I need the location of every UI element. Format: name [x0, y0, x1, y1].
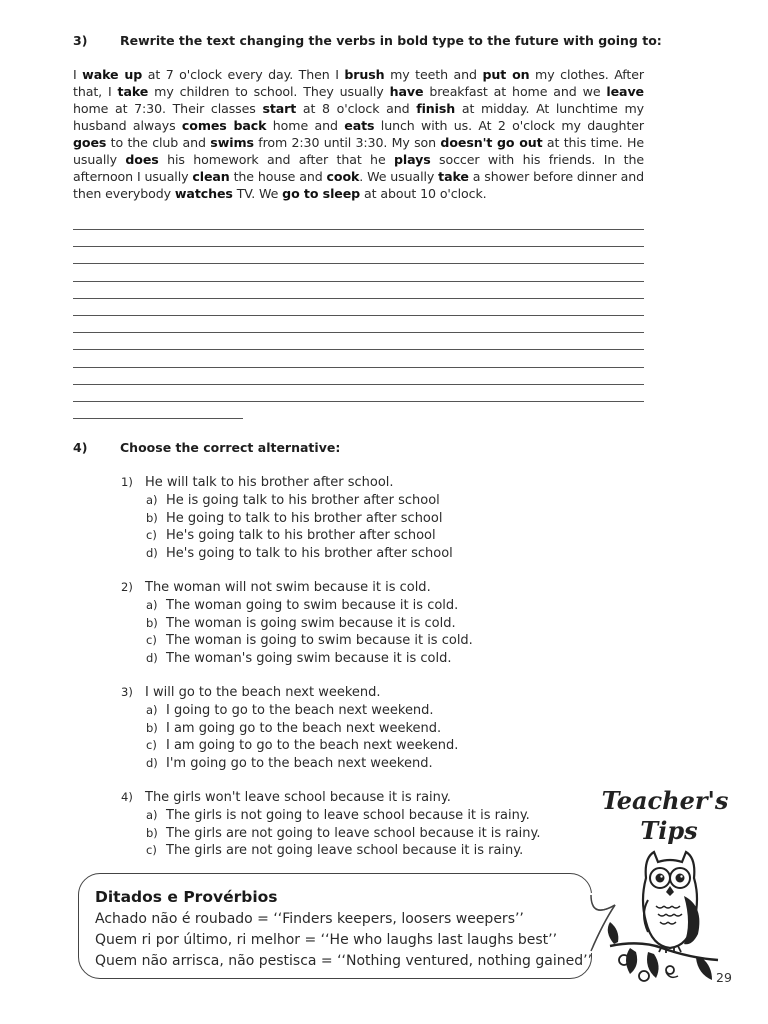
proverbs-box	[78, 873, 592, 979]
exercise-3-instruction: Rewrite the text changing the verbs in bold type to the future with going to:	[120, 33, 662, 48]
option-text: The woman's going swim because it is cold.	[166, 651, 452, 667]
option-text: The woman is going to swim because it is cold.	[166, 633, 473, 649]
question-text: The girls won't leave school because it is rainy.	[145, 789, 451, 805]
bold-verb: swims	[210, 135, 254, 150]
text-segment: his homework and after that he	[158, 152, 394, 167]
question-item	[121, 684, 591, 773]
answer-line[interactable]	[73, 281, 644, 282]
exercise-3-heading	[73, 33, 662, 48]
answer-option[interactable]	[121, 807, 591, 825]
question-stem	[121, 789, 591, 807]
bold-verb: take	[117, 84, 149, 99]
text-segment: I	[73, 67, 83, 82]
option-text: The girls are not going leave school because it is rainy.	[166, 843, 524, 859]
bold-verb: does	[125, 152, 159, 167]
answer-option[interactable]	[121, 755, 591, 773]
bold-verb: eats	[344, 118, 375, 133]
option-text: I'm going go to the beach next weekend.	[166, 756, 433, 772]
option-text: I am going to go to the beach next weekend.	[166, 738, 459, 754]
speech-bubble-tail	[585, 893, 619, 953]
question-item	[121, 474, 591, 563]
option-text: He going to talk to his brother after school	[166, 510, 443, 526]
answer-option[interactable]	[121, 720, 591, 738]
bold-verb: wake up	[82, 67, 143, 82]
answer-line[interactable]	[73, 229, 644, 230]
answer-option[interactable]	[121, 615, 591, 633]
option-text: I am going go to the beach next weekend.	[166, 720, 442, 736]
exercise-4-number: 4)	[73, 440, 88, 455]
option-letter: a)	[146, 492, 158, 507]
answer-line[interactable]	[73, 263, 644, 264]
option-letter: c)	[146, 738, 157, 753]
answer-lines	[73, 229, 644, 435]
answer-line[interactable]	[73, 332, 644, 333]
answer-option[interactable]	[121, 702, 591, 720]
text-segment: the house and	[229, 169, 327, 184]
bold-verb: plays	[393, 152, 431, 167]
answer-line[interactable]	[73, 367, 644, 368]
text-segment: breakfast at home and we	[423, 84, 607, 99]
option-text: He's going to talk to his brother after school	[166, 546, 453, 562]
question-stem	[121, 684, 591, 702]
question-stem	[121, 474, 591, 492]
option-letter: b)	[146, 825, 158, 840]
proverb-line: Achado não é roubado = ‘‘Finders keepers, loosers weepers’’	[95, 911, 524, 927]
question-item	[121, 789, 591, 860]
option-text: The girls is not going to leave school because it is rainy.	[166, 807, 530, 823]
option-letter: c)	[146, 528, 157, 543]
question-number: 2)	[121, 579, 133, 594]
question-text: He will talk to his brother after school.	[145, 475, 394, 490]
text-segment: from 2:30 until 3:30. My son	[253, 135, 441, 150]
option-letter: b)	[146, 720, 158, 735]
question-number: 4)	[121, 789, 133, 804]
page-number: 29	[716, 970, 732, 985]
proverb-line: Quem ri por último, ri melhor = ‘‘He who laughs last laughs best’’	[95, 932, 558, 948]
text-segment: home at 7:30. Their classes	[73, 101, 263, 116]
bold-verb: finish	[416, 101, 456, 116]
bold-verb: put on	[482, 67, 530, 82]
tips-line-1: Teacher's	[601, 786, 729, 815]
text-segment: home and	[266, 118, 345, 133]
text-segment: at this time. He usually	[73, 135, 644, 167]
owl-icon	[600, 848, 730, 988]
answer-option[interactable]	[121, 527, 591, 545]
exercise-4-instruction: Choose the correct alternative:	[120, 440, 341, 455]
option-letter: c)	[146, 633, 157, 648]
answer-option[interactable]	[121, 842, 591, 860]
option-letter: a)	[146, 807, 158, 822]
bold-verb: doesn't go out	[440, 135, 543, 150]
option-text: The girls are not going to leave school because it is rainy.	[166, 825, 541, 841]
bold-verb: clean	[192, 169, 230, 184]
text-segment: at midday. At lunchtime my husband always	[73, 101, 645, 133]
answer-option[interactable]	[121, 492, 591, 510]
option-letter: d)	[146, 651, 158, 666]
exercise-3-number: 3)	[73, 33, 88, 48]
bold-verb: watches	[174, 186, 233, 201]
answer-line[interactable]	[73, 384, 644, 385]
answer-option[interactable]	[121, 650, 591, 668]
question-list	[121, 474, 591, 876]
answer-option[interactable]	[121, 510, 591, 528]
question-item	[121, 579, 591, 668]
option-letter: d)	[146, 546, 158, 561]
bold-verb: brush	[344, 67, 385, 82]
question-text: The woman will not swim because it is cold.	[145, 579, 431, 595]
question-number: 3)	[121, 684, 133, 699]
text-segment: my clothes. After that, I	[73, 67, 644, 99]
option-text: He's going talk to his brother after school	[166, 528, 436, 544]
bold-verb: go to sleep	[282, 186, 361, 201]
answer-line[interactable]	[73, 401, 644, 402]
bold-verb: have	[389, 84, 424, 99]
option-letter: a)	[146, 597, 158, 612]
bold-verb: goes	[73, 135, 107, 150]
option-letter: b)	[146, 615, 158, 630]
bold-verb: take	[438, 169, 469, 184]
option-text: He is going talk to his brother after school	[166, 492, 440, 508]
text-segment: TV. We	[232, 186, 283, 201]
answer-option[interactable]	[121, 737, 591, 755]
text-segment: at 7 o'clock every day. Then I	[142, 67, 345, 82]
text-segment: soccer with his friends. In the afternoon I usually	[73, 152, 644, 184]
answer-line[interactable]	[73, 298, 644, 299]
answer-option[interactable]	[121, 545, 591, 563]
exercise-4-heading	[73, 440, 340, 455]
bold-verb: start	[262, 101, 297, 116]
proverbs-title: Ditados e Provérbios	[95, 888, 278, 906]
answer-line[interactable]	[73, 349, 644, 350]
answer-line[interactable]	[73, 315, 644, 316]
bold-verb: comes back	[181, 118, 267, 133]
option-text: The woman going to swim because it is cold.	[166, 597, 459, 613]
text-segment: lunch with us. At 2 o'clock my daughter	[374, 118, 645, 133]
text-segment: at 8 o'clock and	[296, 101, 417, 116]
proverb-line: Quem não arrisca, não pestisca = ‘‘Nothing ventured, nothing gained’’	[95, 953, 593, 969]
text-segment: a shower before dinner and then everybody	[73, 169, 644, 201]
option-text: The woman is going swim because it is cold.	[166, 615, 456, 631]
option-letter: b)	[146, 510, 158, 525]
option-text: I going to go to the beach next weekend.	[166, 702, 434, 718]
tips-line-2: Tips	[640, 816, 698, 845]
question-stem	[121, 579, 591, 597]
text-segment: my children to school. They usually	[148, 84, 390, 99]
answer-option[interactable]	[121, 632, 591, 650]
option-letter: d)	[146, 756, 158, 771]
answer-line[interactable]	[73, 246, 644, 247]
answer-option[interactable]	[121, 825, 591, 843]
text-segment: my teeth and	[384, 67, 483, 82]
text-segment: . We usually	[359, 169, 439, 184]
teachers-tips-title	[600, 786, 730, 846]
text-segment: to the club and	[106, 135, 211, 150]
answer-line[interactable]	[73, 418, 243, 419]
answer-option[interactable]	[121, 597, 591, 615]
question-number: 1)	[121, 475, 133, 489]
option-letter: a)	[146, 702, 158, 717]
text-segment: at about 10 o'clock.	[360, 186, 487, 201]
option-letter: c)	[146, 843, 157, 858]
exercise-3-paragraph	[73, 66, 644, 202]
bold-verb: leave	[606, 84, 644, 99]
bold-verb: cook	[326, 169, 360, 184]
question-text: I will go to the beach next weekend.	[145, 684, 381, 700]
